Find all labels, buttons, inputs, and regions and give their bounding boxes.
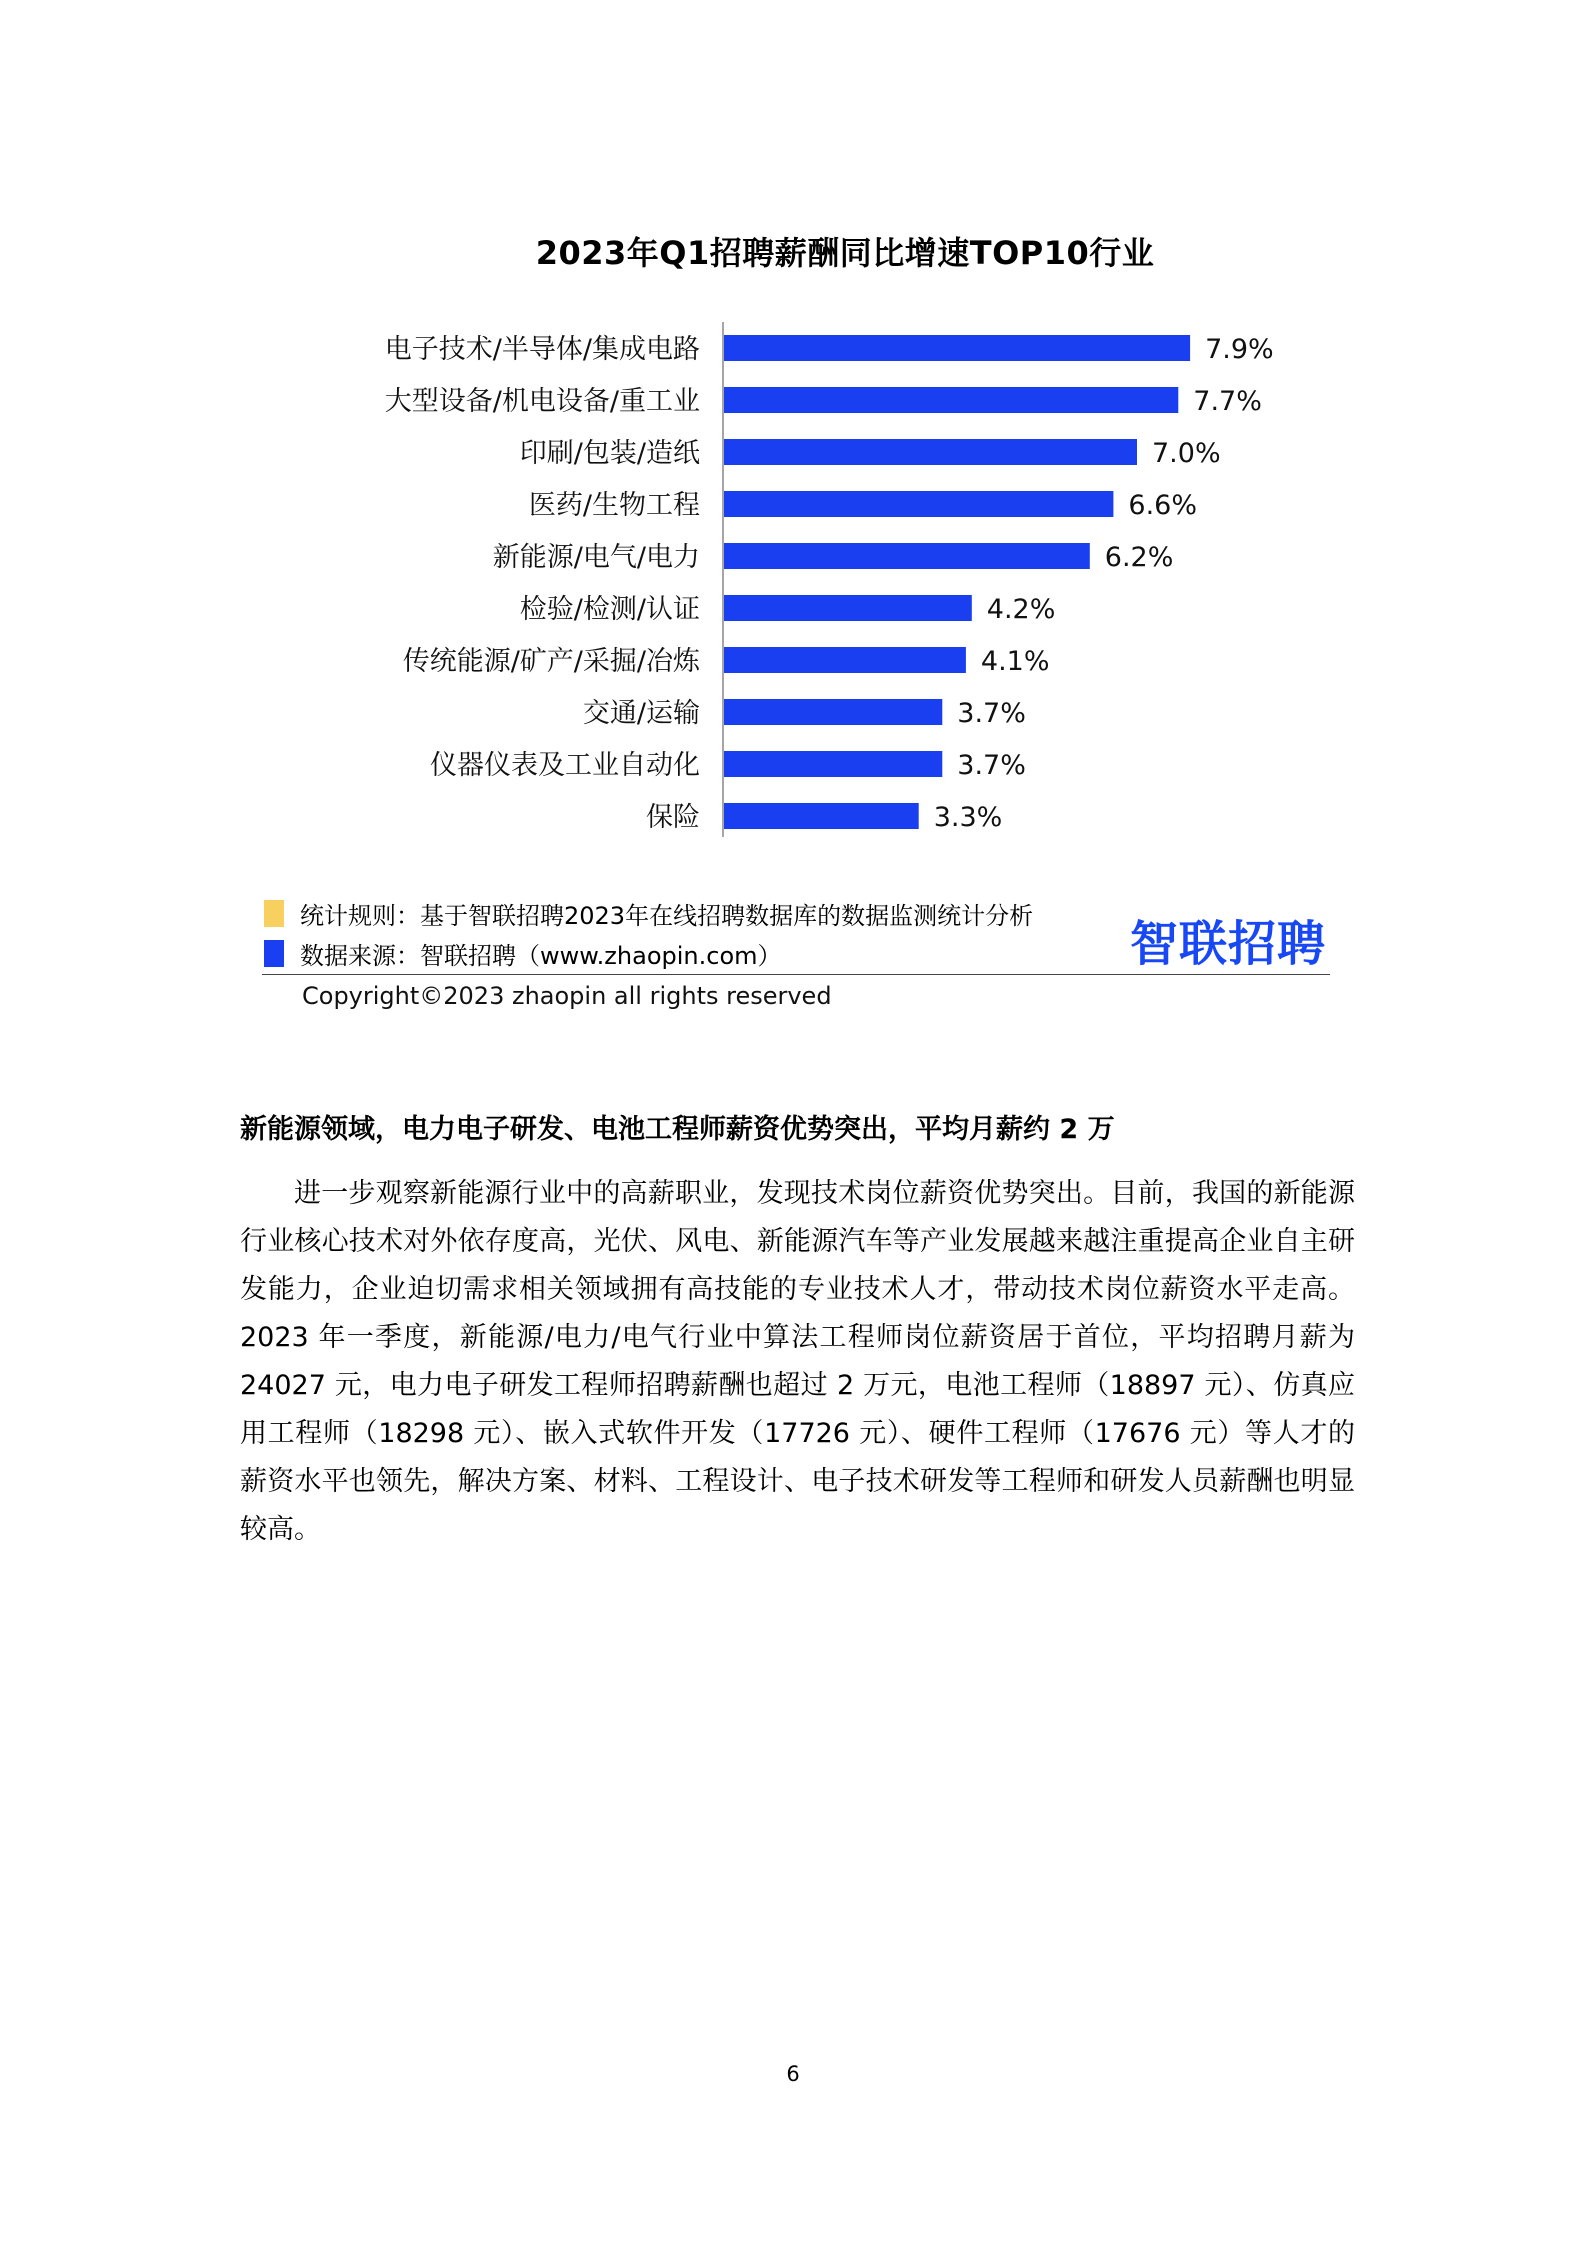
bar — [724, 751, 942, 777]
data-label: 3.3% — [933, 802, 1003, 833]
legend-swatch-yellow — [264, 900, 284, 927]
data-label: 4.1% — [980, 646, 1050, 677]
legend-swatch-blue — [264, 940, 284, 967]
bar — [724, 335, 1190, 361]
category-label: 电子技术/半导体/集成电路 — [384, 334, 700, 365]
category-label: 医药/生物工程 — [528, 490, 700, 521]
legend-item-source — [264, 936, 782, 971]
zhaopin-logo: 智联招聘 — [1130, 916, 1327, 972]
section-heading: 新能源领域，电力电子研发、电池工程师薪资优势突出，平均月薪约 2 万 — [240, 1114, 1115, 1145]
legend-label: 数据来源：智联招聘（www.zhaopin.com） — [300, 942, 782, 970]
copyright: Copyright©2023 zhaopin all rights reserved — [302, 982, 832, 1010]
bar — [724, 543, 1090, 569]
data-label: 6.2% — [1104, 542, 1174, 573]
divider — [262, 974, 1330, 975]
body-paragraph: 进一步观察新能源行业中的高薪职业，发现技术岗位薪资优势突出。目前，我国的新能源行业核心技术对外依存度高，光伏、风电、新能源汽车等产业发展越来越注重提高企业自主研发能力，企业迫切需求相关领域拥有高技能的专业技术人才，带动技术岗位薪资水平走高。2023 年一季度，新能源/电力/电气行业中算法工程师岗位薪资居于首位，平均招聘月薪为 24027 元，电力电子研发工程师招聘薪酬也超过 2 万元，电池工程师（18897 元）、仿真应用工程师（18298 元）、嵌入式软件开发（17726 元）、硬件工程师（17676 元）等人才的薪资水平也领先，解决方案、材料、工程设计、电子技术研发等工程师和研发人员薪酬也明显较高。 — [240, 1178, 1355, 1545]
data-label: 7.0% — [1152, 438, 1221, 469]
page-number: 6 — [786, 2062, 800, 2086]
category-label: 仪器仪表及工业自动化 — [430, 750, 700, 781]
chart-title: 2023年Q1招聘薪酬同比增速TOP10行业 — [535, 234, 1155, 272]
bar — [724, 647, 966, 673]
category-label: 检验/检测/认证 — [519, 594, 700, 625]
bar — [724, 491, 1113, 517]
category-label: 大型设备/机电设备/重工业 — [384, 386, 700, 417]
category-label: 交通/运输 — [582, 698, 700, 729]
legend-label: 统计规则：基于智联招聘2023年在线招聘数据库的数据监测统计分析 — [300, 902, 1034, 930]
category-label: 新能源/电气/电力 — [492, 542, 700, 573]
data-label: 7.9% — [1205, 334, 1274, 365]
bar-chart — [0, 0, 1586, 880]
data-label: 3.7% — [957, 750, 1026, 781]
legend-item-rule — [264, 896, 1033, 931]
data-label: 7.7% — [1193, 386, 1262, 417]
category-label: 保险 — [646, 802, 700, 833]
bar — [724, 595, 972, 621]
data-label: 3.7% — [957, 698, 1026, 729]
category-label: 印刷/包装/造纸 — [519, 438, 700, 469]
bar — [724, 439, 1137, 465]
data-label: 4.2% — [986, 594, 1056, 625]
bar — [724, 387, 1178, 413]
bar — [724, 803, 919, 829]
bar — [724, 699, 942, 725]
category-label: 传统能源/矿产/采掘/冶炼 — [402, 646, 700, 677]
data-label: 6.6% — [1128, 490, 1198, 521]
